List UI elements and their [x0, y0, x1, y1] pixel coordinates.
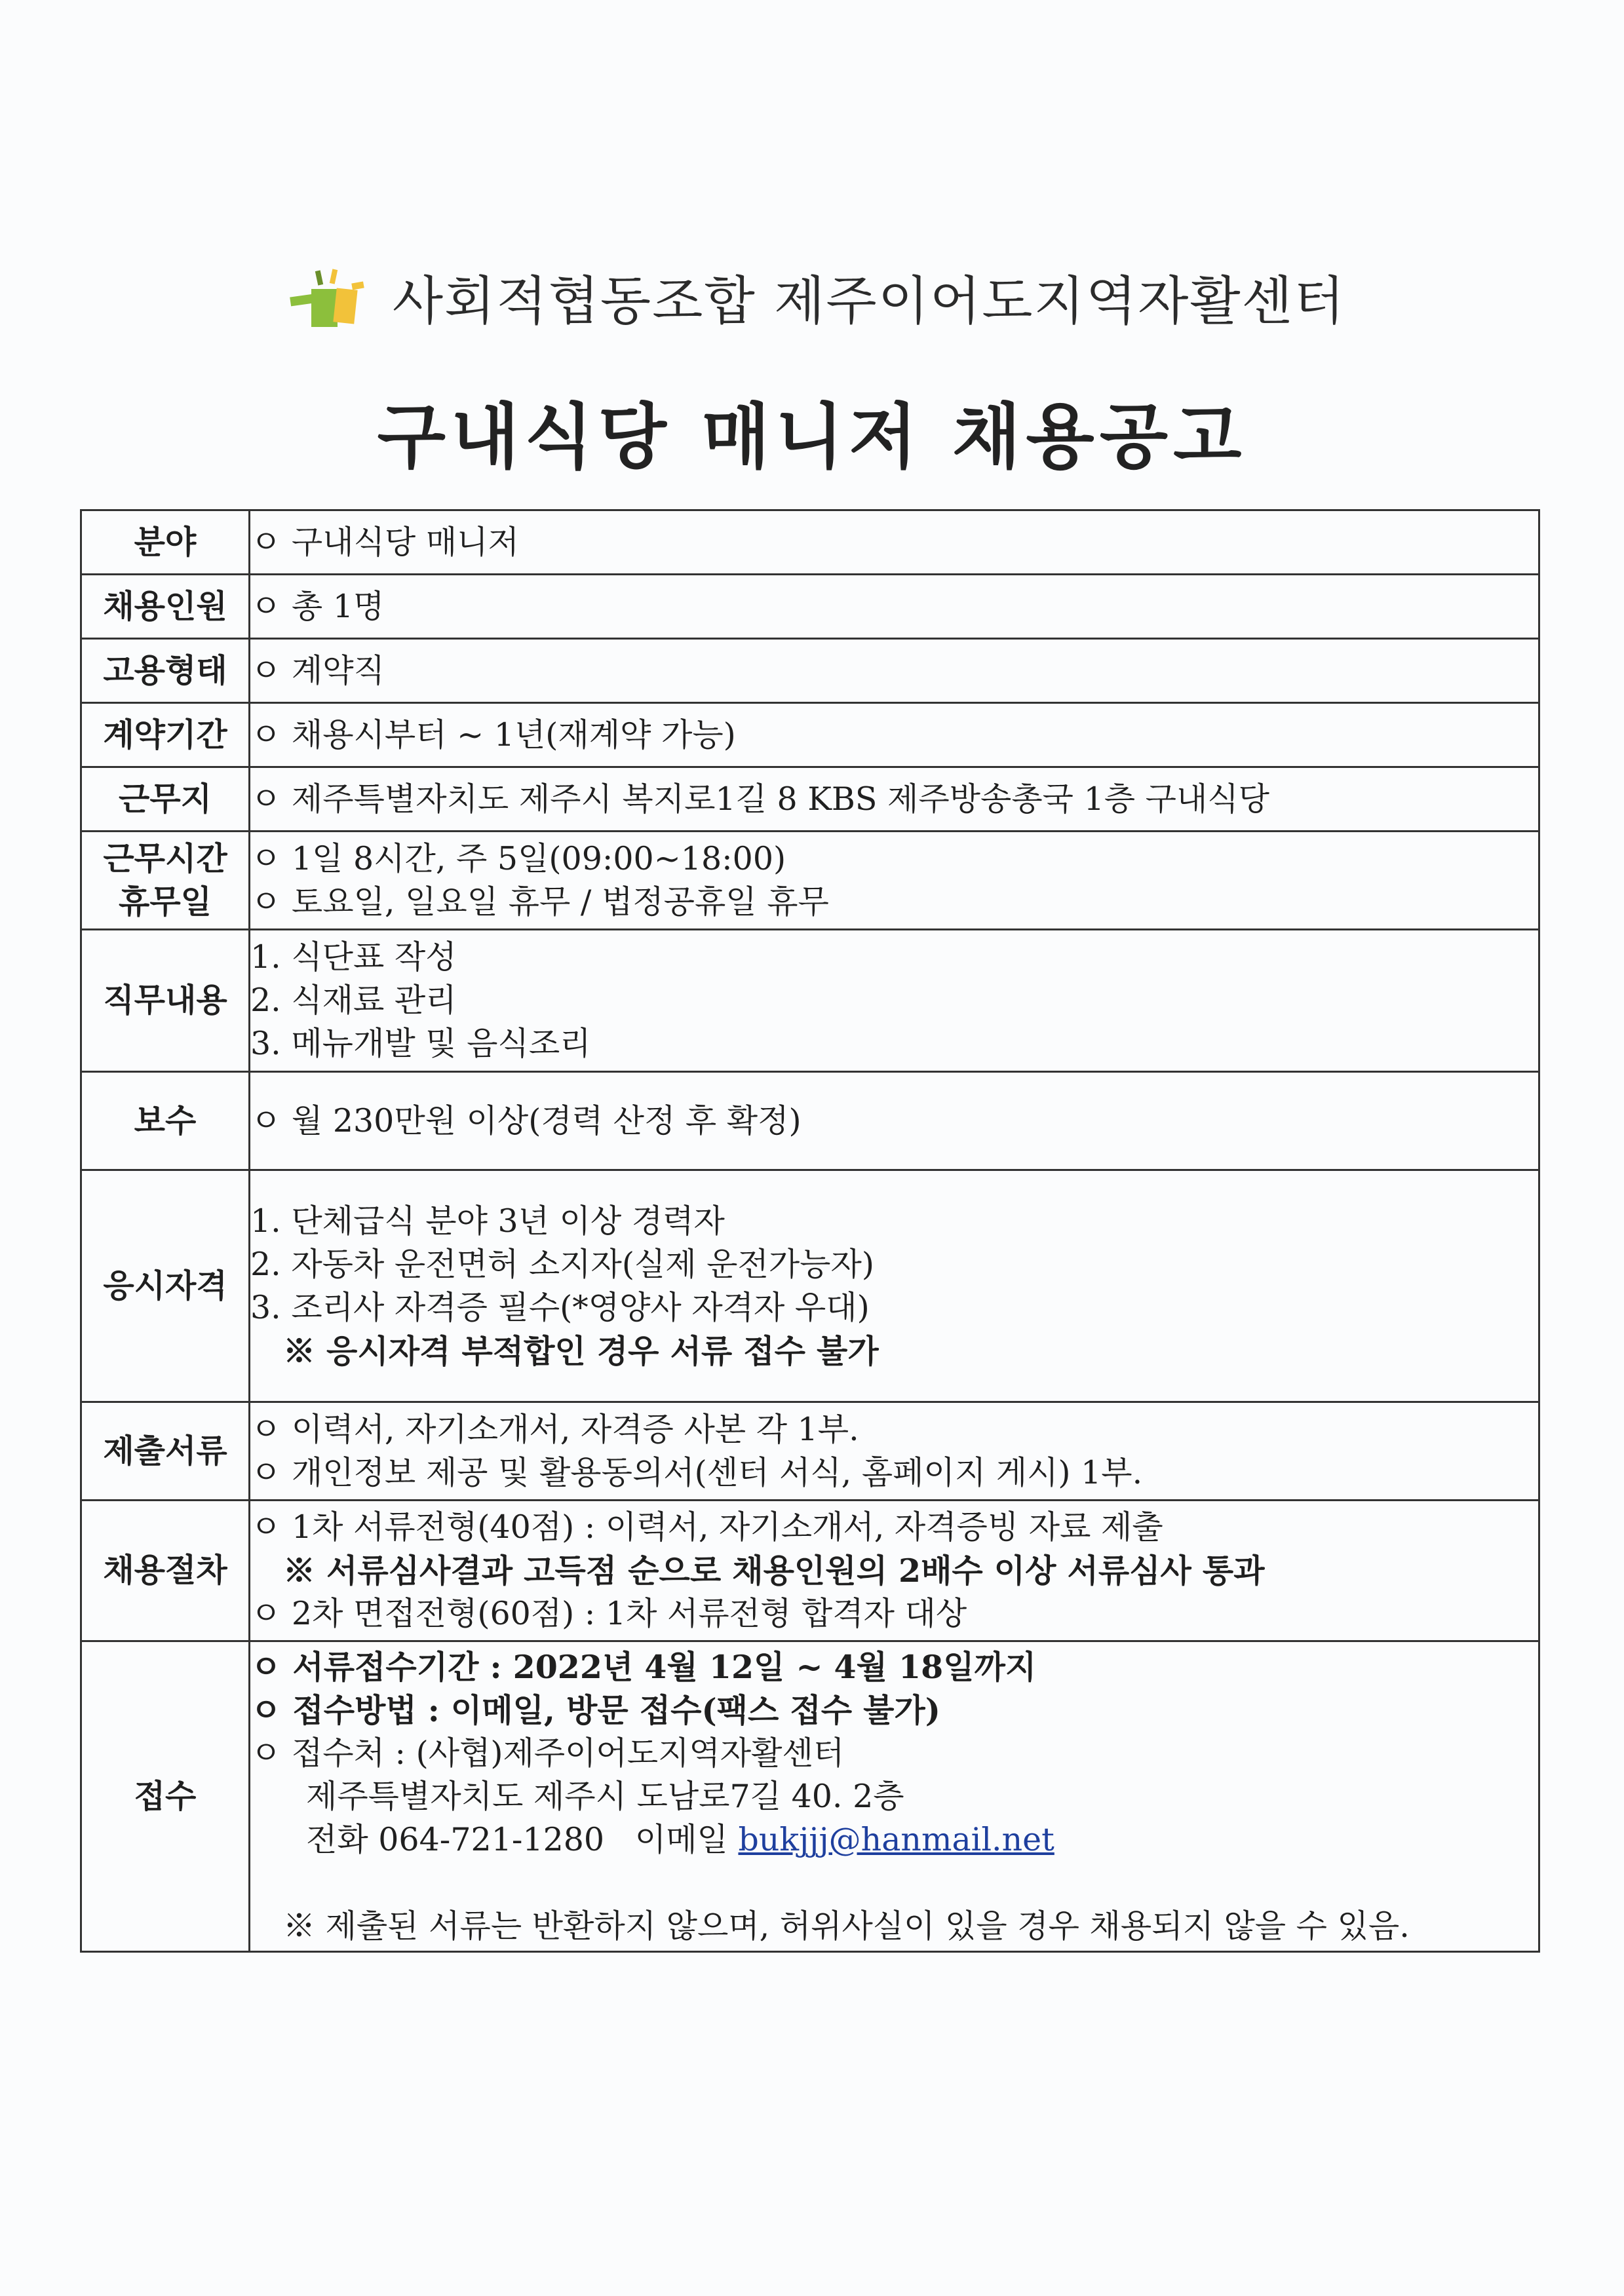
salary-value: ㅇ 월 230만원 이상(경력 산정 후 확정): [250, 1101, 802, 1139]
row-content: [250, 767, 1539, 832]
header: [0, 259, 1624, 482]
employment-type-value: ㅇ 계약직: [250, 651, 385, 689]
duty-item: 1. 식단표 작성: [250, 938, 457, 976]
row-field: [81, 510, 1539, 575]
row-label: 계약기간: [81, 703, 250, 767]
document-item: ㅇ 개인정보 제공 및 활용동의서(센터 서식, 홈페이지 게시) 1부.: [250, 1453, 1143, 1491]
holiday-value: ㅇ 토요일, 일요일 휴무 / 법정공휴일 휴무: [250, 883, 829, 921]
application-place: ㅇ 접수처 : (사협)제주이어도지역자활센터: [250, 1734, 845, 1772]
row-employment-type: [81, 639, 1539, 703]
procedure-step: ㅇ 2차 면접전형(60점) : 1차 서류전형 합격자 대상: [250, 1595, 967, 1632]
application-address: 제주특별자치도 제주시 도남로7길 40. 2층: [306, 1777, 904, 1815]
row-content: [250, 703, 1539, 767]
spacer: [250, 1862, 1538, 1905]
row-label: 분야: [81, 510, 250, 575]
row-label: 보수: [81, 1072, 250, 1170]
duty-item: 3. 메뉴개발 및 음식조리: [250, 1025, 591, 1062]
row-content: [250, 832, 1539, 930]
row-content: [250, 1072, 1539, 1170]
row-content: [250, 575, 1539, 639]
row-content: [250, 930, 1539, 1072]
application-period: ㅇ 서류접수기간 : 2022년 4월 12일 ~ 4월 18일까지: [250, 1647, 1037, 1686]
application-method: ㅇ 접수방법 : 이메일, 방문 접수(팩스 접수 불가): [250, 1691, 940, 1729]
row-workplace: [81, 767, 1539, 832]
contract-period-value: ㅇ 채용시부터 ~ 1년(재계약 가능): [250, 716, 736, 754]
contact-line: [250, 1818, 1538, 1862]
row-hours: [81, 832, 1539, 930]
logo-icon: [279, 263, 370, 331]
procedure-note: ※ 서류심사결과 고득점 순으로 채용인원의 2배수 이상 서류심사 통과: [283, 1552, 1265, 1590]
row-label: 직무내용: [81, 930, 250, 1072]
procedure-step: ㅇ 1차 서류전형(40점) : 이력서, 자기소개서, 자격증빙 자료 제출: [250, 1508, 1163, 1546]
row-label: 고용형태: [81, 639, 250, 703]
row-content: [250, 1170, 1539, 1402]
hours-label: 근무시간: [103, 839, 227, 877]
phone-number: 전화 064-721-1280: [306, 1820, 605, 1858]
page-title: 구내식당 매니저 채용공고: [377, 396, 1247, 478]
holiday-label: 휴무일: [118, 883, 212, 921]
row-content: [250, 1641, 1539, 1952]
document-item: ㅇ 이력서, 자기소개서, 자격증 사본 각 1부.: [250, 1410, 859, 1448]
row-content: [250, 1501, 1539, 1641]
application-footnote: ※ 제출된 서류는 반환하지 않으며, 허위사실이 있을 경우 채용되지 않을 수 있음.: [283, 1907, 1410, 1945]
row-label: 응시자격: [81, 1170, 250, 1402]
row-contract-period: [81, 703, 1539, 767]
row-headcount: [81, 575, 1539, 639]
email-link[interactable]: bukjjj@hanmail.net: [738, 1820, 1054, 1858]
qualification-note: ※ 응시자격 부적합인 경우 서류 접수 불가: [283, 1331, 879, 1370]
row-documents: [81, 1402, 1539, 1501]
row-label: 제출서류: [81, 1402, 250, 1501]
row-content: [250, 510, 1539, 575]
row-label: 채용인원: [81, 575, 250, 639]
row-salary: [81, 1072, 1539, 1170]
row-application: [81, 1641, 1539, 1952]
row-qualifications: [81, 1170, 1539, 1402]
row-label: [81, 832, 250, 930]
row-duties: [81, 930, 1539, 1072]
duty-item: 2. 식재료 관리: [250, 982, 457, 1019]
row-content: [250, 1402, 1539, 1501]
qualification-item: 3. 조리사 자격증 필수(*영양사 자격자 우대): [250, 1288, 870, 1326]
qualification-item: 1. 단체급식 분야 3년 이상 경력자: [250, 1202, 725, 1240]
field-value: ㅇ 구내식당 매니저: [250, 523, 519, 561]
organization-name: 사회적협동조합 제주이어도지역자활센터: [392, 271, 1346, 332]
email-label: 이메일: [634, 1820, 728, 1858]
row-label: 채용절차: [81, 1501, 250, 1641]
row-label: 근무지: [81, 767, 250, 832]
row-procedure: [81, 1501, 1539, 1641]
hours-value: ㅇ 1일 8시간, 주 5일(09:00~18:00): [250, 839, 786, 877]
qualification-item: 2. 자동차 운전면허 소지자(실제 운전가능자): [250, 1245, 874, 1283]
headcount-value: ㅇ 총 1명: [250, 587, 385, 625]
organization-line: [0, 259, 1624, 334]
recruitment-table: [80, 509, 1540, 1953]
row-content: [250, 639, 1539, 703]
row-label: 접수: [81, 1641, 250, 1952]
workplace-value: ㅇ 제주특별자치도 제주시 복지로1길 8 KBS 제주방송총국 1층 구내식당: [250, 780, 1269, 818]
